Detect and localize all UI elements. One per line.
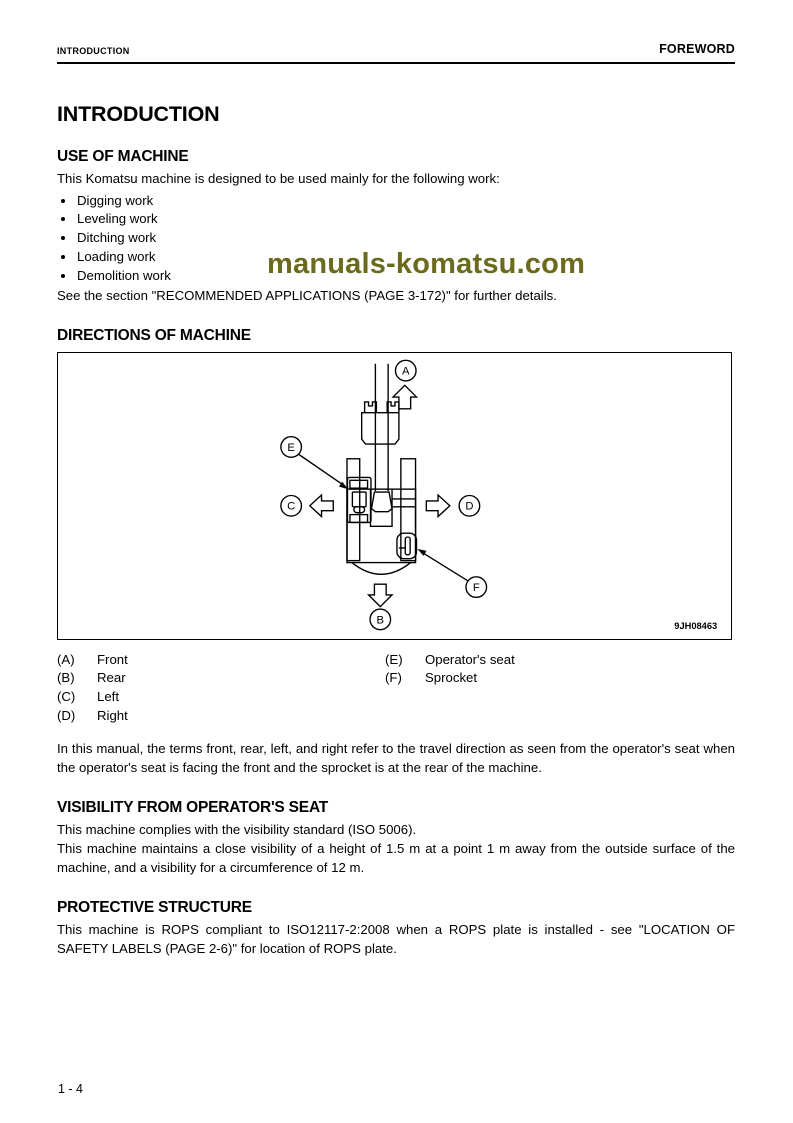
directions-note: In this manual, the terms front, rear, left, and right refer to the travel direction as seen from the operator's seat when the operator's seat is facing the front and the sprocket is at the rear of the machine.	[57, 741, 735, 776]
direction-figure-box	[57, 352, 732, 640]
section-heading-protective: PROTECTIVE STRUCTURE	[57, 899, 252, 917]
circle-label-b: B	[376, 613, 385, 626]
bucket-prong-left	[365, 402, 377, 413]
use-of-machine-outro: See the section "RECOMMENDED APPLICATIONS (PAGE 3-172)" for further details.	[57, 287, 557, 303]
counterweight-arc	[352, 562, 411, 574]
arrow-up	[393, 385, 417, 409]
body-detail-lines	[392, 499, 416, 507]
pointer-line-f	[424, 553, 468, 580]
figure-legend	[57, 651, 735, 726]
circle-label-e: E	[287, 441, 295, 454]
seat-top-bar	[350, 480, 368, 488]
work-list	[57, 192, 735, 286]
legend-item	[57, 707, 385, 726]
circle-label-a: A	[401, 365, 410, 378]
running-header-right: FOREWORD	[659, 42, 735, 56]
boom-lines	[375, 363, 388, 490]
work-list-item: • Loading work	[76, 248, 735, 267]
watermark: manuals-komatsu.com	[267, 248, 586, 280]
work-list-item: • Digging work	[76, 192, 735, 211]
bucket-prong-right	[387, 402, 399, 413]
legend-item	[57, 651, 385, 670]
circle-label-c: C	[287, 500, 296, 513]
use-of-machine-intro: This Komatsu machine is designed to be used mainly for the following work:	[57, 170, 500, 186]
legend-value: Right	[97, 707, 128, 723]
legend-value: Front	[97, 651, 128, 667]
section-heading-visibility: VISIBILITY FROM OPERATOR'S SEAT	[57, 799, 329, 817]
seat-bottom-bar	[350, 514, 368, 522]
legend-value: Sprocket	[425, 670, 478, 686]
legend-key: (C)	[57, 688, 76, 704]
section-heading-use-of-machine: USE OF MACHINE	[57, 147, 189, 165]
circle-label-f: F	[472, 581, 480, 594]
legend-value: Left	[97, 688, 119, 704]
circle-label-d: D	[465, 500, 474, 513]
legend-value: Operator's seat	[425, 651, 515, 667]
boom-foot	[371, 492, 392, 512]
legend-key: (B)	[57, 670, 75, 686]
work-list-item: • Ditching work	[76, 229, 735, 248]
arrow-right	[426, 495, 450, 517]
legend-value: Rear	[97, 670, 126, 686]
visibility-paragraph-1: This machine complies with the visibility standard (ISO 5006).	[57, 822, 417, 838]
running-header-left: INTRODUCTION	[57, 46, 130, 56]
figure-code: 9JH08463	[674, 620, 718, 631]
pointer-line-e	[298, 453, 342, 483]
section-heading-directions: DIRECTIONS OF MACHINE	[57, 326, 251, 344]
legend-item	[385, 651, 515, 670]
page-title: INTRODUCTION	[57, 102, 220, 126]
protective-paragraph: This machine is ROPS compliant to ISO12117-2:2008 when a ROPS plate is installed - see "LOCATION OF SAFETY LABELS (PAGE 2-6)" for location of ROPS plate.	[57, 922, 735, 957]
legend-key: (E)	[385, 651, 403, 667]
legend-item	[57, 688, 385, 707]
legend-key: (D)	[57, 707, 76, 723]
legend-key: (F)	[385, 670, 402, 686]
running-header	[57, 42, 735, 64]
bucket-outline	[362, 412, 399, 443]
right-track	[401, 458, 416, 560]
sprocket-pin	[405, 537, 410, 555]
arrow-down	[369, 584, 393, 607]
visibility-paragraph-2: This machine maintains a close visibility of a height of 1.5 m at a point 1 m away from the outside surface of the machine, and a visibility for a circumference of 12 m.	[57, 841, 735, 876]
work-list-item: • Leveling work	[76, 210, 735, 229]
work-list-item: • Demolition work	[76, 267, 735, 286]
direction-diagram	[58, 353, 730, 638]
legend-item	[57, 669, 385, 688]
arrow-left	[310, 495, 334, 517]
legend-item	[385, 669, 515, 688]
legend-key: (A)	[57, 651, 75, 667]
page-number: 1 - 4	[58, 1082, 84, 1096]
